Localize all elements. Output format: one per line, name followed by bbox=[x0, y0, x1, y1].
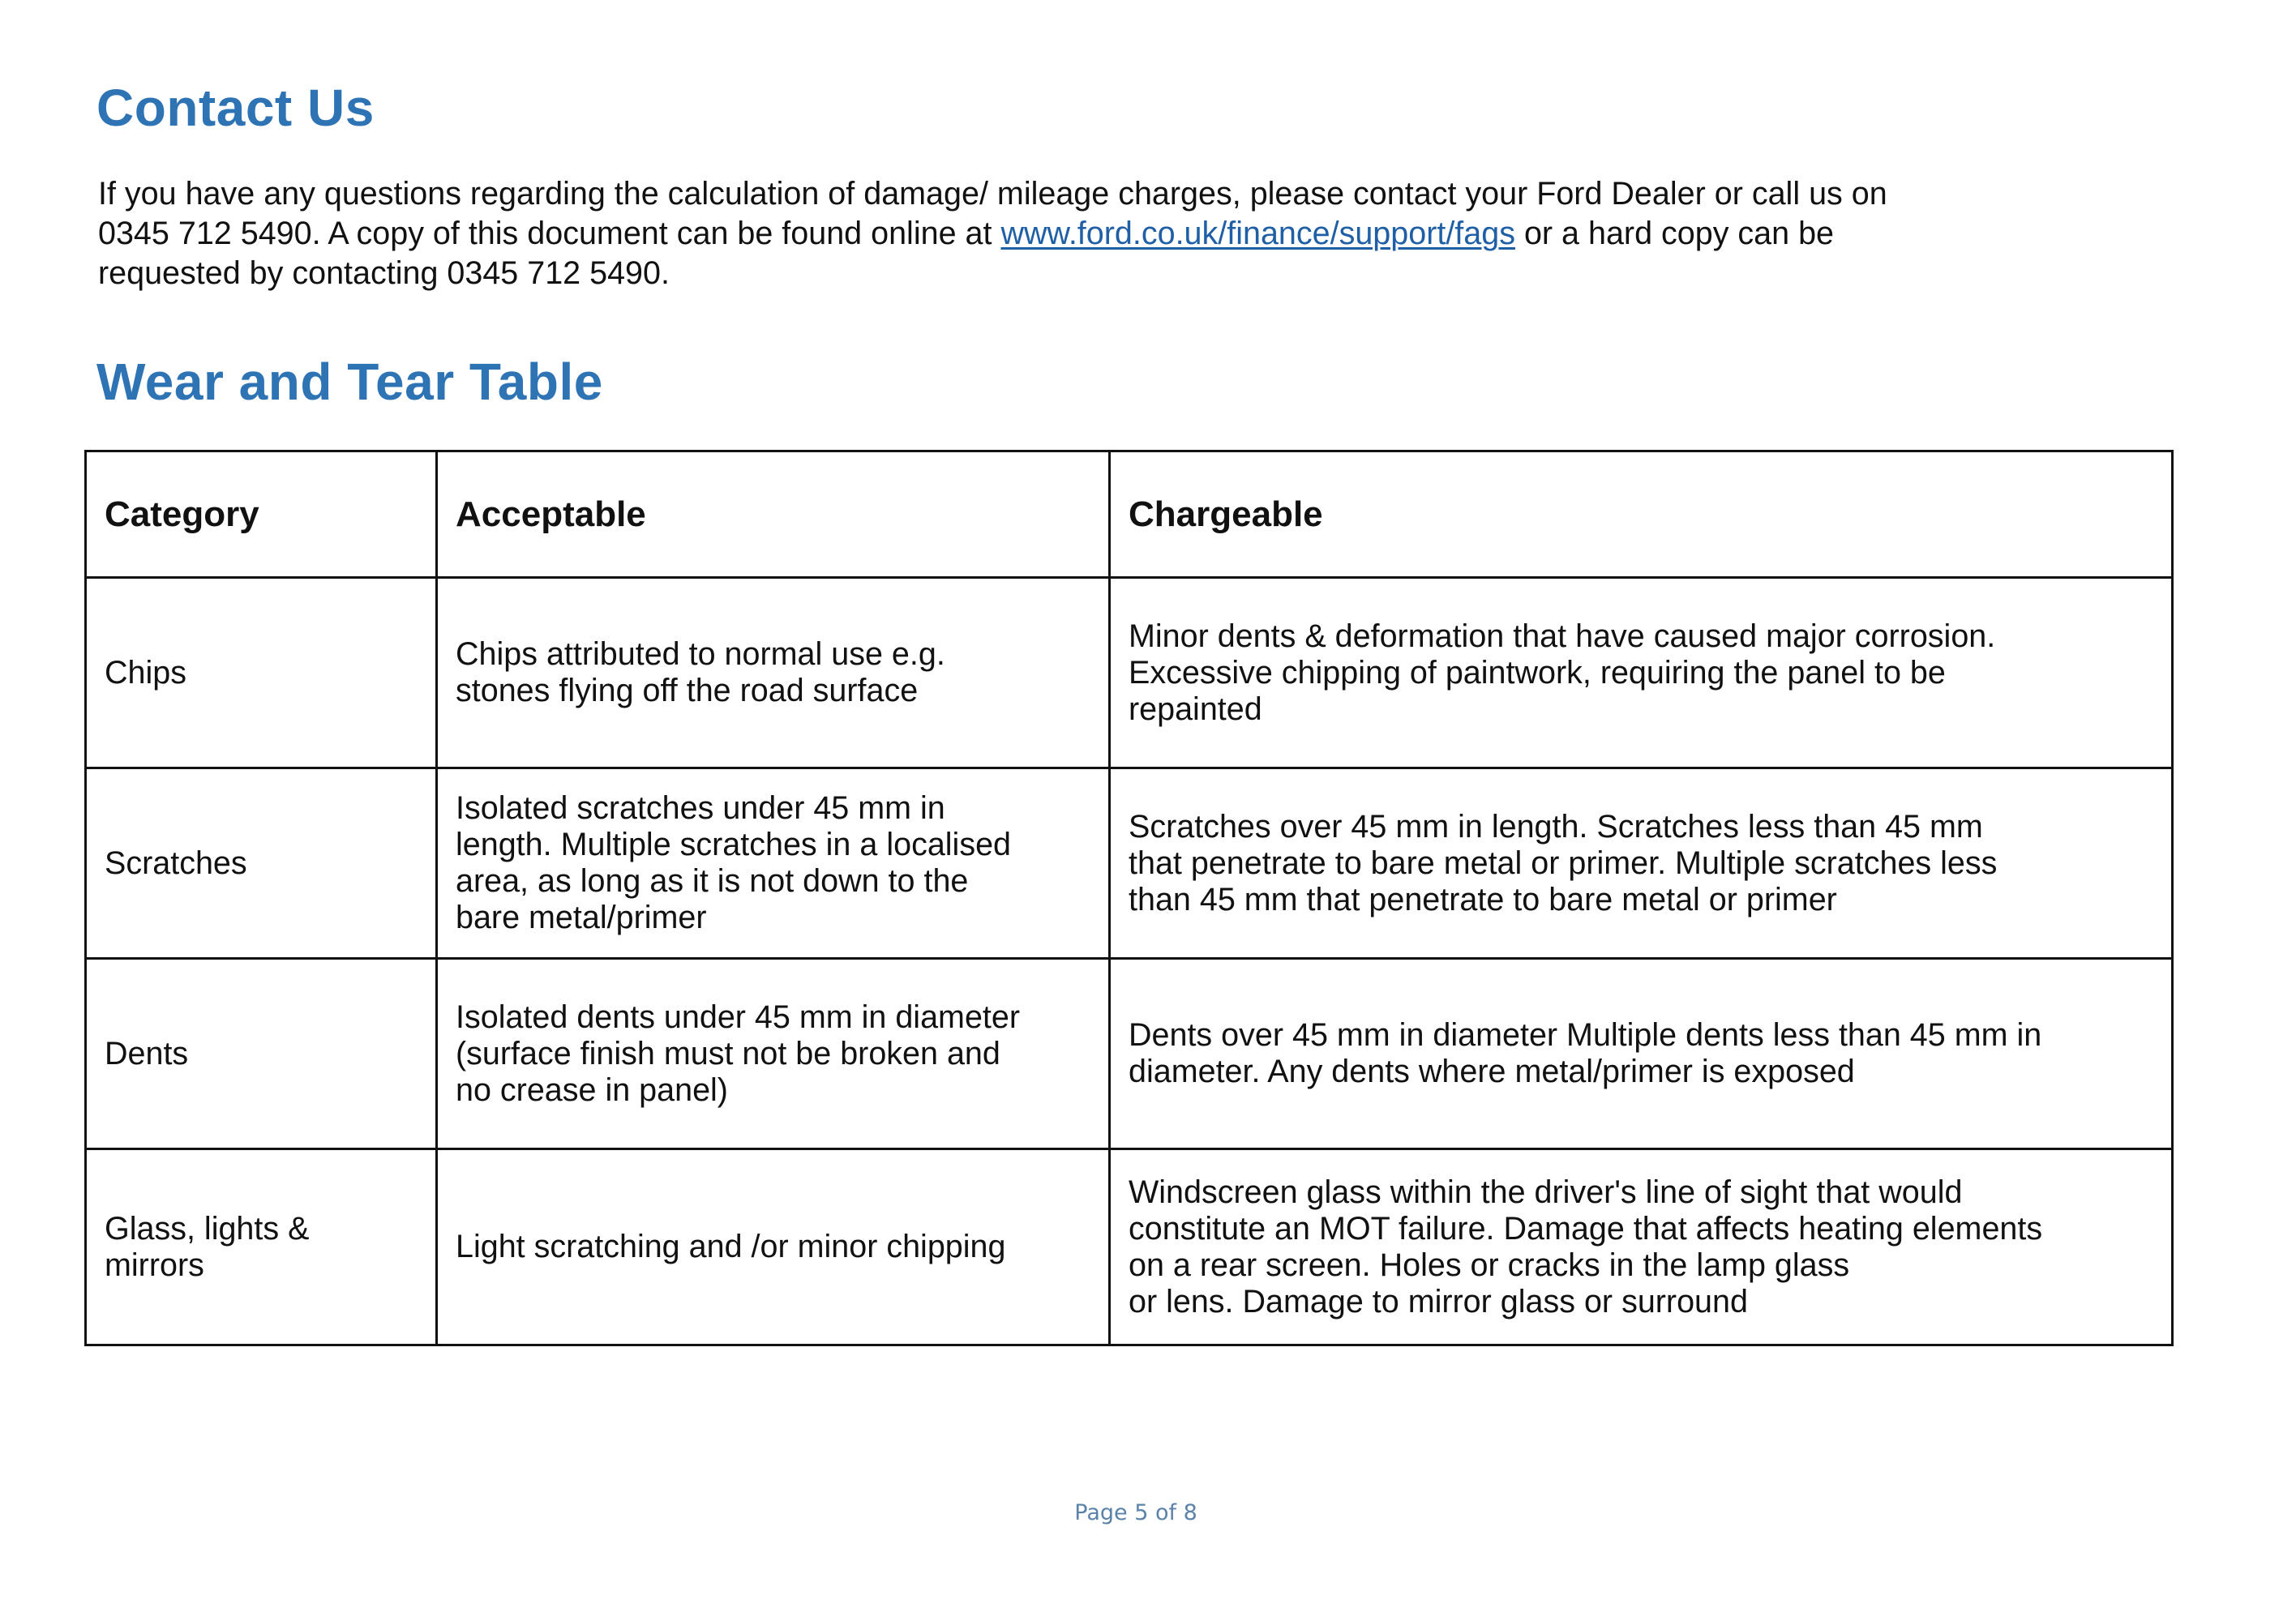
category-cell: Chips bbox=[86, 578, 437, 768]
table-row-dents bbox=[86, 959, 2173, 1149]
chargeable-cell: Dents over 45 mm in diameter Multiple dents less than 45 mm in diameter. Any dents where metal/primer is exposed bbox=[1110, 959, 2173, 1149]
wear-and-tear-table bbox=[84, 450, 2174, 1346]
category-cell: Dents bbox=[86, 959, 437, 1149]
table-row-chips bbox=[86, 578, 2173, 768]
acceptable-cell: Isolated scratches under 45 mm in length. Multiple scratches in a localised area, as long as it is not down to the bare metal/primer bbox=[437, 768, 1110, 959]
contact-us-heading: Contact Us bbox=[96, 79, 375, 137]
page-footer bbox=[0, 1500, 2296, 1525]
acceptable-cell: Isolated dents under 45 mm in diameter (surface finish must not be broken and no crease in panel) bbox=[437, 959, 1110, 1149]
category-cell: Scratches bbox=[86, 768, 437, 959]
contact-paragraph bbox=[98, 174, 2222, 293]
table-header-row bbox=[86, 451, 2173, 578]
column-header-chargeable: Chargeable bbox=[1110, 451, 2173, 578]
contact-line-1: If you have any questions regarding the calculation of damage/ mileage charges, please contact your Ford Dealer or call us on bbox=[98, 176, 1887, 212]
chargeable-cell: Minor dents & deformation that have caused major corrosion. Excessive chipping of paintwork, requiring the panel to be repainted bbox=[1110, 578, 2173, 768]
chargeable-cell: Windscreen glass within the driver's line of sight that would constitute an MOT failure. Damage that affects heating elements on a rear screen. Holes or cracks in the lamp glass or lens. Damage to mirror glass or surround bbox=[1110, 1149, 2173, 1345]
table-row-scratches bbox=[86, 768, 2173, 959]
wear-and-tear-heading: Wear and Tear Table bbox=[96, 353, 603, 411]
column-header-acceptable: Acceptable bbox=[437, 451, 1110, 578]
page-number: Page 5 of 8 bbox=[1074, 1500, 1197, 1525]
contact-line-2-end: or a hard copy can be bbox=[1514, 216, 1835, 251]
contact-line-2-start: 0345 712 5490. A copy of this document can be found online at bbox=[98, 216, 1001, 251]
acceptable-cell: Chips attributed to normal use e.g. stones flying off the road surface bbox=[437, 578, 1110, 768]
contact-line-3: requested by contacting 0345 712 5490. bbox=[98, 255, 670, 291]
table-row-glass-lights-mirrors bbox=[86, 1149, 2173, 1345]
acceptable-cell: Light scratching and /or minor chipping bbox=[437, 1149, 1110, 1345]
chargeable-cell: Scratches over 45 mm in length. Scratches less than 45 mm that penetrate to bare metal or primer. Multiple scratches less than 45 mm that penetrate to bare metal or primer bbox=[1110, 768, 2173, 959]
faqs-link[interactable]: www.ford.co.uk/finance/support/fags bbox=[1000, 216, 1515, 251]
column-header-category: Category bbox=[86, 451, 437, 578]
category-cell: Glass, lights & mirrors bbox=[86, 1149, 437, 1345]
